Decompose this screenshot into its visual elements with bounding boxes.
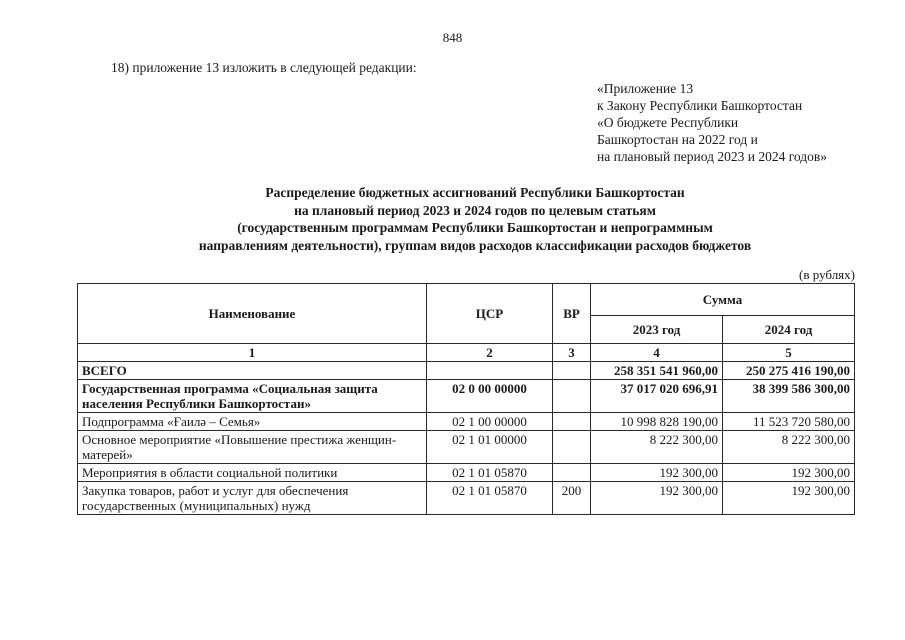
row-2024-cell: 250 275 416 190,00 [723,362,855,380]
row-2024-cell: 192 300,00 [723,482,855,515]
table-row [78,380,855,413]
index-cell: 2 [427,344,553,362]
appendix-line: к Закону Республики Башкортостан [597,98,803,113]
appendix-line: Башкортостан на 2022 год и [597,132,758,147]
row-csr-cell: 02 0 00 00000 [427,380,553,413]
heading-line: направлениям деятельности), группам видов расходов классификации расходов бюджетов [198,237,752,253]
row-2024-cell: 192 300,00 [723,464,855,482]
row-csr-cell: 02 1 01 05870 [427,482,553,515]
row-csr-cell: 02 1 00 00000 [427,413,553,431]
document-heading [120,184,830,254]
appendix-line: «Приложение 13 [597,81,694,96]
row-name-cell: Закупка товаров, работ и услуг для обеспечения государственных (муниципальных) нужд [78,482,427,515]
budget-table [77,283,855,515]
page-number: 848 [442,30,463,45]
header-year-2024: 2024 год [723,316,855,344]
row-2023-cell: 258 351 541 960,00 [591,362,723,380]
table-row [78,413,855,431]
index-cell: 4 [591,344,723,362]
row-csr-cell: 02 1 01 00000 [427,431,553,464]
index-cell: 5 [723,344,855,362]
appendix-line: на плановый период 2023 и 2024 годов» [597,149,828,164]
row-csr-cell [427,362,553,380]
header-name: Наименование [78,284,427,344]
index-row [78,344,855,362]
header-vr: ВР [553,284,591,344]
appendix-line: «О бюджете Республики [597,115,739,130]
row-vr-cell: 200 [553,482,591,515]
row-csr-cell: 02 1 01 05870 [427,464,553,482]
index-cell: 3 [553,344,591,362]
heading-line: (государственным программам Республики Башкортостан и непрограммным [237,220,713,235]
row-2023-cell: 192 300,00 [591,482,723,515]
row-2023-cell: 8 222 300,00 [591,431,723,464]
table-row [78,362,855,380]
header-sum: Сумма [591,284,855,316]
row-name-cell: Государственная программа «Социальная защита населения Республики Башкортостан» [78,380,427,413]
row-2023-cell: 192 300,00 [591,464,723,482]
row-name-cell: Подпрограмма «Ғаилә – Семья» [78,413,427,431]
index-cell: 1 [78,344,427,362]
row-2023-cell: 37 017 020 696,91 [591,380,723,413]
row-2024-cell: 11 523 720 580,00 [723,413,855,431]
units-label: (в рублях) [799,267,855,282]
table-row [78,482,855,515]
row-name-cell: ВСЕГО [78,362,427,380]
row-name-cell: Мероприятия в области социальной политики [78,464,427,482]
table-row [78,431,855,464]
row-vr-cell [553,362,591,380]
row-vr-cell [553,413,591,431]
heading-line: Распределение бюджетных ассигнований Республики Башкортостан [265,185,685,200]
row-name-cell: Основное мероприятие «Повышение престижа женщин-матерей» [78,431,427,464]
appendix-header [597,80,827,165]
intro-text: 18) приложение 13 изложить в следующей редакции: [111,60,417,75]
heading-line: на плановый период 2023 и 2024 годов по целевым статьям [294,202,656,218]
row-2023-cell: 10 998 828 190,00 [591,413,723,431]
header-year-2023: 2023 год [591,316,723,344]
row-vr-cell [553,380,591,413]
row-2024-cell: 8 222 300,00 [723,431,855,464]
table-row [78,464,855,482]
header-csr: ЦСР [427,284,553,344]
row-2024-cell: 38 399 586 300,00 [723,380,855,413]
row-vr-cell [553,431,591,464]
row-vr-cell [553,464,591,482]
